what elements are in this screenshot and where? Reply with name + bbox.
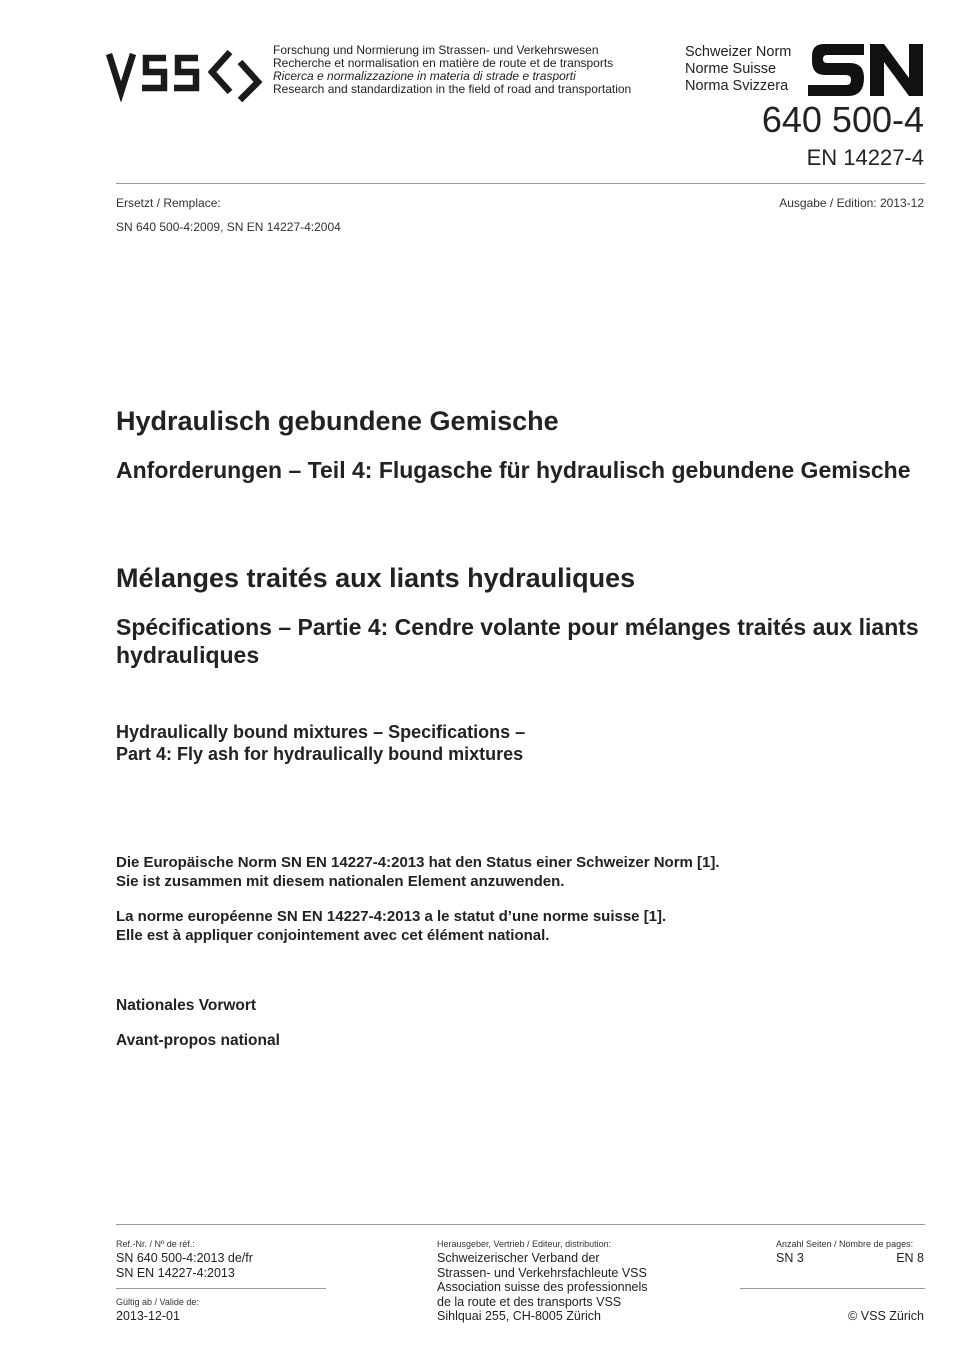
publisher-line: Strassen- und Verkehrsfachleute VSS xyxy=(437,1265,647,1280)
status-fr-line2: Elle est à appliquer conjointement avec cet élément national. xyxy=(116,927,550,944)
publisher-line: Sihlquai 255, CH-8005 Zürich xyxy=(437,1309,601,1323)
pages-en: EN 8 xyxy=(896,1251,924,1265)
foreword-heading-de: Nationales Vorwort xyxy=(116,997,257,1014)
publisher-line: de la route et des transports VSS xyxy=(437,1294,622,1309)
ref-value xyxy=(116,1251,253,1280)
vss-tagline-de: Forschung und Normierung im Strassen- und Verkehrswesen xyxy=(273,43,599,57)
sn-label-it: Norma Svizzera xyxy=(685,78,789,94)
subtitle-de: Anforderungen – Teil 4: Flugasche für hydraulisch gebundene Gemische xyxy=(116,457,911,483)
replaces-value: SN 640 500-4:2009, SN EN 14227-4:2004 xyxy=(116,220,341,234)
title-en xyxy=(116,721,916,765)
pages-sn: SN 3 xyxy=(776,1251,804,1265)
vss-logo xyxy=(106,42,266,102)
title-de: Hydraulisch gebundene Gemische xyxy=(116,406,559,436)
publisher-line: Schweizerischer Verband der xyxy=(437,1251,600,1265)
title-en-line2: Part 4: Fly ash for hydraulically bound mixtures xyxy=(116,744,524,764)
edition: Ausgabe / Edition: 2013-12 xyxy=(779,196,924,210)
en-number: EN 14227-4 xyxy=(806,145,924,170)
replaces-label: Ersetzt / Remplace: xyxy=(116,196,221,210)
publisher-line: Association suisse des professionnels xyxy=(437,1280,648,1294)
vss-tagline xyxy=(273,44,631,96)
ref-line: SN 640 500-4:2013 de/fr xyxy=(116,1251,253,1265)
foreword-heading-fr: Avant-propos national xyxy=(116,1032,280,1049)
status-de-line2: Sie ist zusammen mit diesem nationalen Element anzuwenden. xyxy=(116,873,565,890)
vss-tagline-it: Ricerca e normalizzazione in materia di strade e trasporti xyxy=(273,69,576,83)
vss-tagline-fr: Recherche et normalisation en matière de route et de transports xyxy=(273,56,614,70)
status-paragraph-de xyxy=(116,853,916,891)
valid-value: 2013-12-01 xyxy=(116,1309,180,1323)
sn-labels xyxy=(685,44,791,95)
status-paragraph-fr xyxy=(116,907,916,945)
sn-label-de: Schweizer Norm xyxy=(685,44,792,60)
footer-right-divider xyxy=(740,1288,925,1289)
ref-label: Ref.-Nr. / Nº de réf.: xyxy=(116,1239,195,1249)
valid-label: Gültig ab / Valide de: xyxy=(116,1297,199,1307)
publisher-address xyxy=(437,1251,648,1324)
status-de-line1: Die Europäische Norm SN EN 14227-4:2013 hat den Status einer Schweizer Norm [1]. xyxy=(116,854,720,871)
copyright: © VSS Zürich xyxy=(848,1309,924,1323)
footer-divider xyxy=(116,1224,925,1225)
sn-label-fr: Norme Suisse xyxy=(685,61,777,77)
pages-label: Anzahl Seiten / Nombre de pages: xyxy=(776,1239,914,1249)
ref-line: SN EN 14227-4:2013 xyxy=(116,1265,235,1280)
publisher-label: Herausgeber, Vertrieb / Editeur, distribution: xyxy=(437,1239,612,1249)
title-fr: Mélanges traités aux liants hydrauliques xyxy=(116,563,636,593)
title-en-line1: Hydraulically bound mixtures – Specifications – xyxy=(116,722,526,742)
norm-number: 640 500-4 xyxy=(761,99,924,140)
vss-tagline-en: Research and standardization in the field of road and transportation xyxy=(273,82,632,96)
status-fr-line1: La norme européenne SN EN 14227-4:2013 a le statut d’une norme suisse [1]. xyxy=(116,908,667,925)
sn-logo xyxy=(808,44,926,96)
footer-left-divider xyxy=(116,1288,326,1289)
header-divider xyxy=(116,183,925,184)
subtitle-fr: Spécifications – Partie 4: Cendre volante pour mélanges traités aux liants hydrauliques xyxy=(116,614,919,668)
